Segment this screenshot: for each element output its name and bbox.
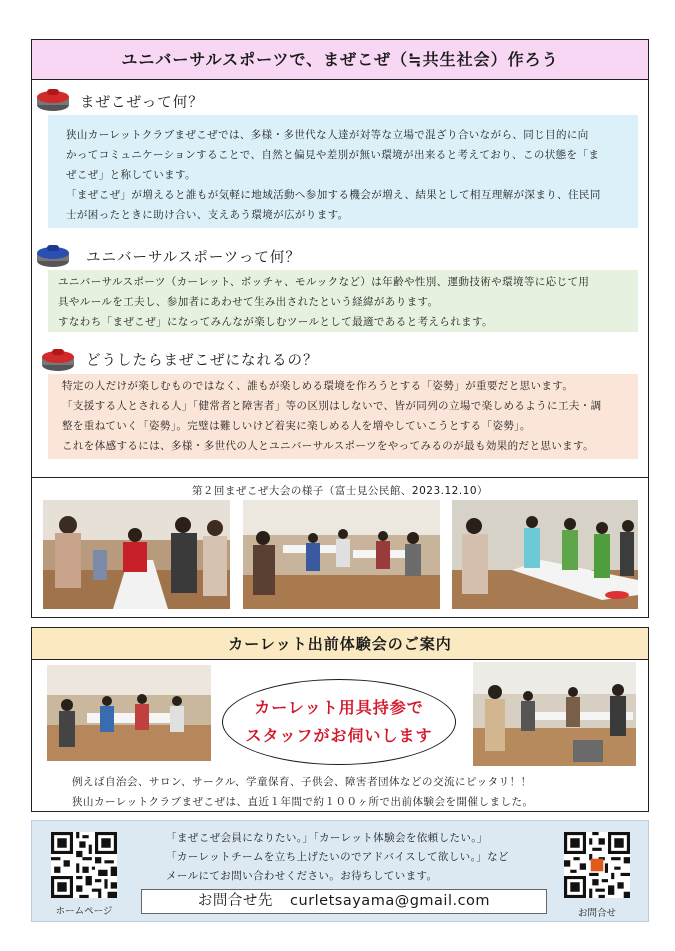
section-title: カーレット出前体験会のご案内 — [32, 628, 648, 660]
textbox-what-is-universal-sports — [48, 270, 638, 332]
textbox-how-to-mazekoze — [48, 374, 638, 459]
inquiry-qr-code-icon[interactable] — [564, 832, 630, 898]
homepage-qr-code-icon[interactable] — [51, 832, 117, 898]
contact-email-link[interactable]: curletsayama@gmail.com — [290, 893, 491, 909]
section-delivery-experience — [31, 627, 649, 812]
curling-stone-red-icon — [41, 346, 75, 372]
textbox-what-is-mazekoze — [48, 115, 638, 228]
experience-photo-left — [47, 665, 211, 761]
heading-what-is-mazekoze: まぜこぜって何？ — [80, 95, 204, 111]
contact-label: お問合せ先 — [197, 893, 273, 909]
event-photo-1 — [43, 500, 230, 609]
text-line: これを体感するには、多様・多世代の人とユニバーサルスポーツをやってみるのが最も効果的だと思います。 — [62, 440, 594, 452]
experience-photo-right — [473, 662, 636, 766]
staff-visit-callout — [222, 679, 456, 765]
instruction-line: 「まぜこぜ会員になりたい。」「カーレット体験会を依頼したい。」 — [166, 832, 488, 844]
heading-what-is-universal-sports: ユニバーサルスポーツって何？ — [86, 250, 301, 266]
instruction-line: 「カーレットチームを立ち上げたいのでアドバイスして欲しい。」など — [166, 851, 509, 863]
text-line: 特定の人だけが楽しむものではなく、誰もが楽しめる環境を作ろうとする「姿勢」が重要だと思います。 — [62, 380, 574, 392]
text-line: ぜこぜ」と称しています。 — [66, 169, 196, 181]
text-line: 整を重ねていく「姿勢」。完璧は難しいけど着実に楽しめる人を増やしていこうとする「姿勢」。 — [62, 420, 531, 432]
inquiry-qr-label: お問合せ — [577, 908, 616, 919]
section-universal-sports — [31, 39, 649, 618]
callout-line: スタッフがお伺いします — [245, 726, 433, 745]
text-line: 具やルールを工夫し、参加者にあわせて生み出されたという経緯があります。 — [58, 296, 439, 308]
contact-info-box — [141, 889, 547, 914]
delivery-note-line: 例えば自治会、サロン、サークル、学童保育、子供会、障害者団体などの交流にピッタリ！！ — [72, 776, 532, 788]
text-line: すなわち「まぜこぜ」になってみんなが楽しむツールとして最適であると考えられます。 — [58, 316, 493, 328]
event-photo-2 — [243, 500, 440, 609]
event-photo-3 — [452, 500, 638, 609]
homepage-qr-label: ホームページ — [55, 906, 113, 917]
divider — [32, 477, 648, 478]
instruction-line: メールにてお問い合わせください。お待ちしています。 — [166, 870, 438, 882]
photo-caption: 第２回まぜこぜ大会の様子（富士見公民館、2023.12.10） — [191, 485, 489, 497]
curling-stone-red-icon — [36, 86, 70, 112]
text-line: 狭山カーレットクラブまぜこぜでは、多様・多世代な人達が対等な立場で混ざり合いながら、同じ目的に向 — [66, 129, 589, 141]
delivery-note-line: 狭山カーレットクラブまぜこぜは、直近１年間で約１００ヶ所で出前体験会を開催しました。 — [72, 796, 534, 808]
contact-footer — [31, 820, 649, 922]
text-line: ユニバーサルスポーツ（カーレット、ボッチャ、モルックなど）は年齢や性別、運動技術や環境等に応じて用 — [58, 276, 590, 288]
text-line: かってコミュニケーションすることで、自然と偏見や差別が無い環境が出来ると考えており、この状態を「ま — [66, 149, 600, 161]
callout-line: カーレット用具持参で — [254, 698, 424, 717]
heading-how-to-mazekoze: どうしたらまぜこぜになれるの？ — [86, 353, 319, 369]
text-line: 士が困ったときに助け合い、支えあう環境が広がります。 — [66, 209, 349, 221]
text-line: 「まぜこぜ」が増えると誰もが気軽に地域活動へ参加する機会が増え、結果として相互理解が深まり、住民同 — [66, 189, 601, 201]
contact-instructions — [166, 829, 509, 886]
text-line: 「支援する人とされる人」「健常者と障害者」等の区別はしないで、皆が同列の立場で楽しめるように工夫・調 — [62, 400, 602, 412]
section-title: ユニバーサルスポーツで、まぜこぜ（≒共生社会）作ろう — [32, 40, 648, 80]
curling-stone-blue-icon — [36, 242, 70, 268]
